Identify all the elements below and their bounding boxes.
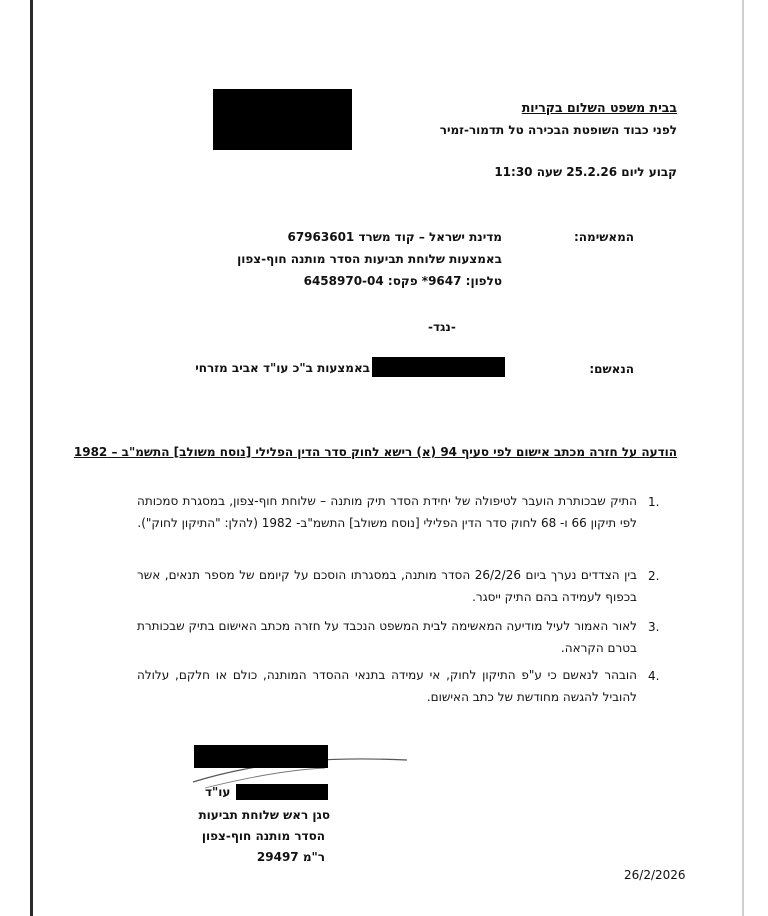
page-edge-left [30, 0, 33, 916]
paragraph-2: בין הצדדים נערך ביום 26/2/26 הסדר מותנה, במסגרתו הוסכם על קיומם של מספר תנאים, אשר בכפוף לעמידה בהם התיק ייסגר. [137, 568, 637, 604]
paragraph-3: לאור האמור לעיל מודיעה המאשימה לבית המשפט הנכבד על חזרה מכתב האישום בתיק שבכותרת בטרם הקראה. [137, 619, 637, 655]
hearing-schedule: קבוע ליום 25.2.26 שעה 11:30 [494, 165, 677, 179]
court-name: בבית משפט השלום בקריות [521, 100, 677, 115]
paragraph-number: 2. [648, 569, 660, 583]
signer-title-2: הסדר מותנה חוף-צפון [201, 829, 325, 843]
prosecution-label: המאשימה: [573, 230, 634, 244]
judge-name: לפני כבוד השופטת הבכירה טל תדמור-זמיר [439, 123, 677, 137]
paragraph-number: 3. [648, 620, 660, 634]
defendant-label: הנאשם: [589, 362, 634, 376]
signer-name-redaction [236, 784, 328, 800]
signer-adv-title: עו"ד [205, 785, 231, 799]
signature-name-redaction [194, 745, 328, 768]
versus-label: -נגד- [428, 320, 456, 334]
paragraph-4: הובהר לנאשם כי ע"פ התיקון לחוק, אי עמידה בתנאי ההסדר המותנה, כולם או חלקם, עלולה להוביל להגשה מחודשת של כתב האישום. [137, 668, 637, 704]
notice-title: הודעה על חזרה מכתב אישום לפי סעיף 94 (א) רישא לחוק סדר הדין הפלילי [נוסח משולב] התשמ"ב – 1982 [73, 445, 677, 459]
signer-license: ר"מ 29497 [256, 850, 325, 864]
prosecution-line-1: מדינת ישראל – קוד משרד 67963601 [287, 230, 502, 244]
paragraph-1: התיק שבכותרת הועבר לטיפולה של יחידת הסדר תיק מותנה – שלוחת חוף-צפון, במסגרת סמכותה לפי תיקון 66 ו- 68 לחוק סדר הדין הפלילי [נוסח משולב] התשמ"ב- 1982 (להלן: "התיקון לחוק"). [137, 494, 637, 530]
paragraph-number: 1. [648, 495, 660, 509]
page-edge-right [742, 0, 744, 916]
paragraph-number: 4. [648, 669, 660, 683]
prosecution-line-3: טלפון: 9647* פקס: 6458970-04 [303, 274, 502, 288]
prosecution-line-2: באמצעות שלוחת תביעות הסדר מותנה חוף-צפון [237, 252, 502, 266]
redaction-block [213, 89, 352, 150]
defendant-name-redaction [372, 357, 505, 377]
signer-title-1: סגן ראש שלוחת תביעות [198, 808, 330, 822]
defendant-counsel: באמצעות ב"כ עו"ד אביב מזרחי [195, 361, 370, 375]
document-date: 26/2/2026 [624, 868, 686, 882]
